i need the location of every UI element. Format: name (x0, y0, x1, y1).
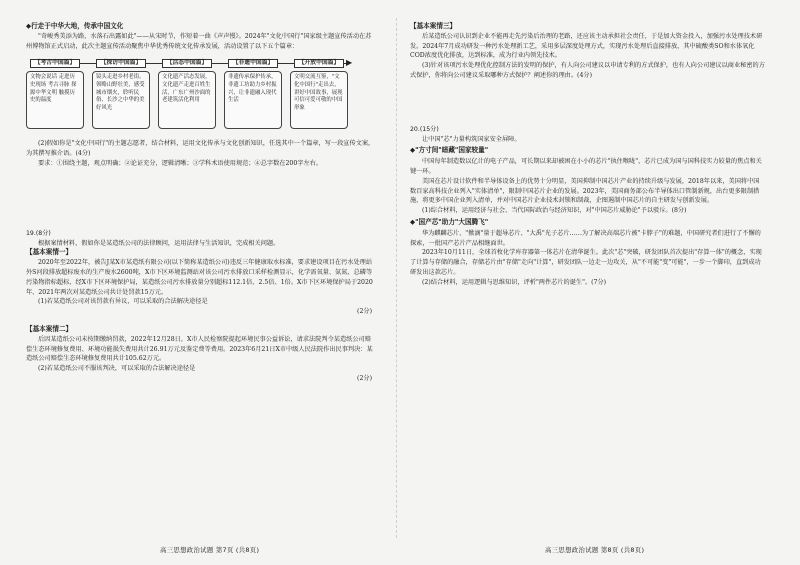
answer-space (26, 169, 376, 229)
bullet-2-title: ◆"国产芯"助力"大国腾飞" (410, 217, 489, 226)
case-3-title: 【基本案情三】 (410, 22, 457, 30)
culture-stages-diagram (26, 55, 376, 135)
bullet-1-text-2: 美国在芯片设计软件和半导体设备上的优势十分明显，美国抑制中国芯片产业的持续升级与发展，2018年以来，美国将中国数百家高科技企业列入"实体清单"，限制中国芯片企业的发展。2023年，美国商务部公布半导体出口管制新规，出台更多限制措施，将更多中国企业列入清单，并对中国芯片企业技术封锁和制裁，企图遏制中国芯片的自主研发与创新发展。 (410, 177, 760, 205)
page-7 (26, 22, 376, 384)
question-18-2: (2)假如你是"文化中国行"的主题志愿者，结合材料，运用文化传承与文化创新知识，任选其中一个篇章，写一段宣传文案，为其撰写推介语。(4分) (26, 140, 375, 158)
stage-text: 文物会说话 走进历史现场 考古寻脉 探源中华文明 触摸历史的温度 (26, 71, 84, 129)
page-divider (396, 18, 397, 538)
score-2: (2分) (357, 374, 372, 382)
stage-text: 镜头走进乡村老街，领略山野壮美，感受城市烟火，聆听民俗、长沙之中华的美好风光 (92, 71, 150, 129)
question-19-2: (2)若某造纸公司不服该判决，可以采取的合法解决途径是 (38, 365, 196, 373)
bullet-1-text: 中国每年制造数以亿计的电子产品，可长期以来却被困在小小的芯片"执住喉咙"，芯片已成为国与国科技实力较量的焦点和关键一环。 (410, 158, 762, 175)
bullet-2-text-2: 2023年10月11日，全球首枚化学库存器第一体芯片在清华诞生。此次"芯"突破，研发团队首次提出"存算一体"的概念，实现了计算与存储的融合，存储芯片由"存储"走向"计算"，研发团队一边走一边攻关，从"不可能"变"可能"，一步一个脚印，直到成功研发出这款芯片。 (410, 249, 762, 276)
question-19-1: (1)若某造纸公司对该罚款有异议，可以采取的合法解决途径是 (38, 298, 208, 306)
question-20-number: 20.(15分) (410, 125, 439, 133)
stage-4 (224, 55, 282, 129)
question-20-2: (2)结合材料，运用逻辑与思维知识，评析"两件芯片的诞生"。(7分) (422, 278, 607, 286)
page-7-footer: 高三思想政治试题 第7页 (共8页) (160, 546, 260, 554)
question-18-requirements: 要求：①围绕主题，观点明确；②论证充分，逻辑清晰；③学科术语使用规范；④总字数在200字左右。 (38, 159, 323, 167)
page-8 (410, 22, 765, 288)
page-8-footer: 高三思想政治试题 第8页 (共8页) (545, 546, 645, 554)
question-19-3: (3)针对该项污水处理优化控制方法的发明的保护，有人向公司建议以申请专利的方式保护，也有人向公司建议以商业秘密的方式保护，你将向公司建议采取哪种方式保护？阐述你的理由。(4分) (410, 62, 765, 79)
case-3-text: 后某造纸公司认识到企业不能再走先污染后治理的老路，还应该主动承担社会责任，于是加大资金投入，加强污水处理技术研发。2024年7月成功研发一种污水处理新工艺，采用多层深度处理方式，实现污水处理后直接排放，其中硫酸类SO和水体氧化COD浓度优化排放，达到标准，成为行业内领先技术。 (410, 32, 763, 60)
stage-text: 文化遗产活态发展，文化遗产走进百姓生活，广东广州沙面的老建筑活化利用 (158, 71, 216, 129)
answer-space (410, 81, 765, 125)
score-1: (2分) (357, 308, 372, 316)
stage-1 (26, 55, 84, 129)
case-1-text: 2020年至2022年，被告J某X市某造纸有限公司(以下简称某造纸公司)违反三年健康取水标准，要求建设项目在污水处理站外S河段排放超标废水的生产废水2600吨，X市下区环境监测站对该公司污水排放口采样检测显示，化学需氧量、氨氮、总磷等污染物指标超标，经X市下区环境保护局，某造纸公司污水排放量分别超标112.1倍、2.5倍、1倍。X市下区环境保护局于2020年、2021年两次对某造纸公司共计处罚款15万元。 (26, 259, 373, 296)
case-1-title: 【基本案情一】 (26, 248, 73, 257)
stage-text: 非遗传承保护传承，非遗工坊助力乡村振兴，让非遗融入现代生活 (224, 71, 282, 129)
section-title: ◆行走于中华大地，传承中国文化 (26, 22, 124, 30)
question-20-intro: 让中国"芯"力量构筑国家安全屏障。 (422, 135, 521, 143)
case-2-title: 【基本案情二】 (26, 324, 73, 333)
arrowhead-icon: ▶ (346, 58, 353, 68)
bullet-2-text: 华为麒麟芯片、"掀滴"量于超导芯片、"大禹"光子芯片……为了解决高端芯片被"卡脖子"的难题，中国研究者们进行了不懈的探索，一批国产芯片产品相继面世。 (410, 229, 761, 247)
bullet-1-title: ◆"方寸间"暗藏"国家较量" (410, 146, 489, 155)
stage-label: 【活态中国篇】 (162, 59, 212, 68)
stage-label: 【非遗中国篇】 (228, 59, 278, 68)
stage-3 (158, 55, 216, 129)
intro-paragraph: "奇峻秀美添为路，水落石出露如此"——从宋时节，作短着一曲《声声慢》。2024年"文化中国行"国家级主题宣传活动在苏州博物馆正式启动，此次主题宣传活动聚焦中华优秀传统文化传承发展，活动设置了以下五个篇章： (26, 32, 372, 50)
question-19-intro: 根据案情材料，假如你是某造纸公司的法律顾问，运用法律与生活知识，完成相关问题。 (38, 239, 280, 247)
stage-label: 【考古中国篇】 (30, 59, 80, 68)
stage-5 (290, 55, 348, 129)
case-2-text: 后因某造纸公司未按期缴纳罚款，2022年12月28日，X市人民检察院提起环境民事公益诉讼，请求法院判令某造纸公司赔偿生态环境修复费用、环境功能损失费用共计26.91万元及鉴定费等费用。2023年6月21日X市中级人民法院作出民事判决：某造纸公司赔偿生态环境修复费用共计105.62万元。 (26, 335, 373, 363)
question-20-1: (1)综合材料，运用经济与社会、当代国际政治与经济知识，对"中国芯片威胁论"予以驳斥。(8分) (422, 207, 687, 215)
stage-2 (92, 55, 150, 129)
question-19-number: 19.(8分) (26, 229, 51, 237)
stage-text: 文明交流互鉴，"文化中国行"走出去，讲好中国故事，展现可信可爱可敬的中国形象 (290, 71, 348, 129)
stage-label: 【探访中国篇】 (96, 59, 146, 68)
stage-label: 【开放中国篇】 (294, 59, 344, 68)
